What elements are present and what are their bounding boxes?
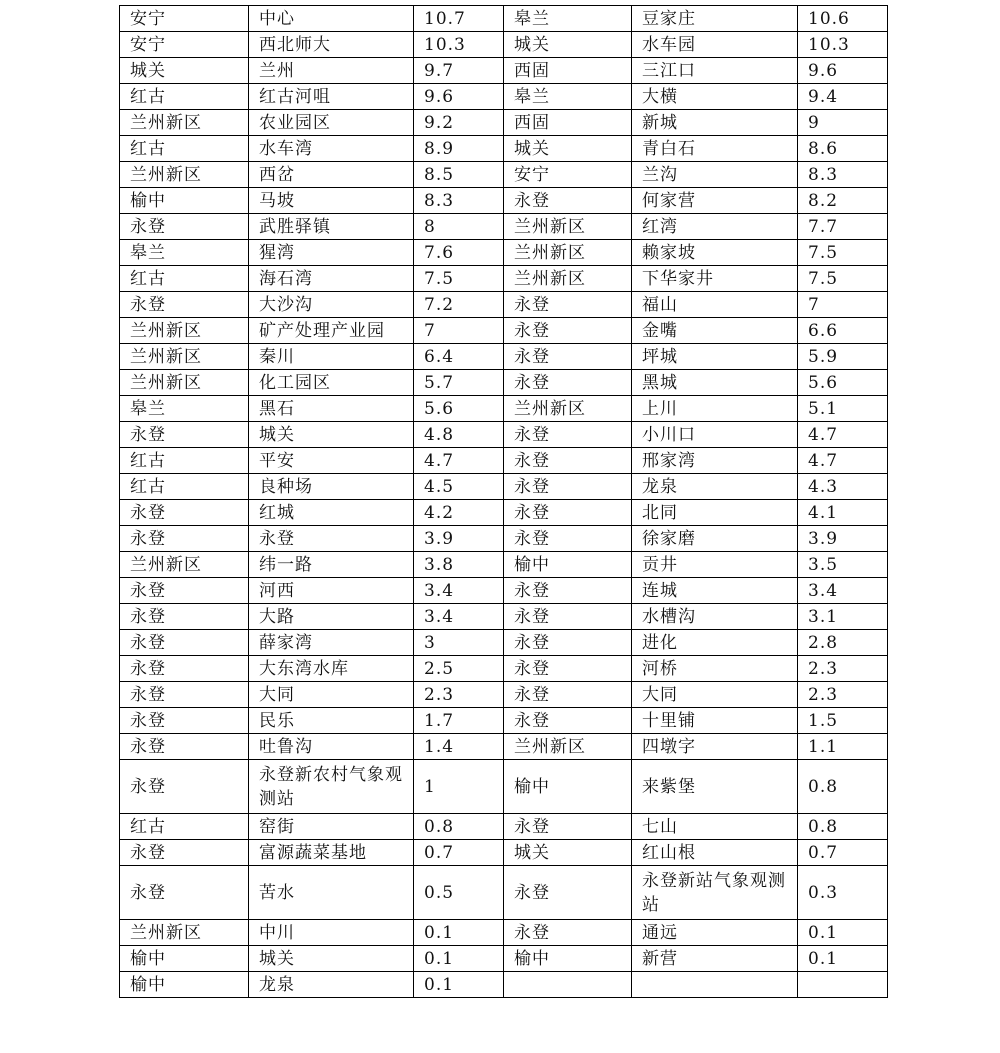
station-cell: 水车湾 <box>249 136 414 162</box>
station-cell: 大横 <box>632 84 798 110</box>
district-cell: 红古 <box>120 84 249 110</box>
station-cell: 进化 <box>632 630 798 656</box>
station-cell: 永登新站气象观测站 <box>632 866 798 920</box>
value-cell: 5.7 <box>414 370 504 396</box>
district-cell: 永登 <box>504 920 632 946</box>
district-cell: 永登 <box>120 708 249 734</box>
value-cell: 3.5 <box>798 552 888 578</box>
district-cell: 皋兰 <box>120 240 249 266</box>
station-cell: 徐家磨 <box>632 526 798 552</box>
value-cell: 8.2 <box>798 188 888 214</box>
value-cell: 6.6 <box>798 318 888 344</box>
value-cell: 8 <box>414 214 504 240</box>
station-cell: 富源蔬菜基地 <box>249 840 414 866</box>
station-cell: 武胜驿镇 <box>249 214 414 240</box>
table-row <box>120 474 888 500</box>
value-cell: 0.3 <box>798 866 888 920</box>
value-cell: 8.3 <box>798 162 888 188</box>
station-cell: 龙泉 <box>249 972 414 998</box>
value-cell: 10.7 <box>414 6 504 32</box>
table-row <box>120 344 888 370</box>
district-cell: 兰州新区 <box>120 552 249 578</box>
value-cell: 3.9 <box>414 526 504 552</box>
station-cell: 城关 <box>249 422 414 448</box>
table-row <box>120 84 888 110</box>
station-cell: 薛家湾 <box>249 630 414 656</box>
district-cell: 永登 <box>120 630 249 656</box>
district-cell: 西固 <box>504 110 632 136</box>
value-cell <box>798 972 888 998</box>
station-cell: 通远 <box>632 920 798 946</box>
station-cell: 苦水 <box>249 866 414 920</box>
station-cell: 龙泉 <box>632 474 798 500</box>
district-cell: 永登 <box>120 526 249 552</box>
station-cell: 青白石 <box>632 136 798 162</box>
district-cell: 永登 <box>504 630 632 656</box>
district-cell: 榆中 <box>504 760 632 814</box>
district-cell: 兰州新区 <box>504 266 632 292</box>
station-cell: 豆家庄 <box>632 6 798 32</box>
station-cell: 红古河咀 <box>249 84 414 110</box>
value-cell: 0.1 <box>798 946 888 972</box>
district-cell: 红古 <box>120 266 249 292</box>
station-cell: 新城 <box>632 110 798 136</box>
district-cell: 永登 <box>504 682 632 708</box>
table-row <box>120 318 888 344</box>
table-row <box>120 292 888 318</box>
value-cell: 4.7 <box>798 448 888 474</box>
table-row <box>120 6 888 32</box>
value-cell: 9.2 <box>414 110 504 136</box>
station-cell: 北同 <box>632 500 798 526</box>
district-cell: 永登 <box>120 682 249 708</box>
district-cell: 皋兰 <box>504 84 632 110</box>
station-cell: 河西 <box>249 578 414 604</box>
value-cell: 7.7 <box>798 214 888 240</box>
station-cell: 金嘴 <box>632 318 798 344</box>
district-cell: 安宁 <box>120 32 249 58</box>
district-cell: 红古 <box>120 474 249 500</box>
station-cell: 水槽沟 <box>632 604 798 630</box>
value-cell: 4.2 <box>414 500 504 526</box>
district-cell: 永登 <box>504 422 632 448</box>
district-cell: 榆中 <box>120 188 249 214</box>
table-row <box>120 370 888 396</box>
station-cell: 西岔 <box>249 162 414 188</box>
station-cell: 赖家坡 <box>632 240 798 266</box>
table-row <box>120 240 888 266</box>
value-cell: 0.8 <box>798 760 888 814</box>
value-cell: 7.5 <box>798 266 888 292</box>
district-cell: 红古 <box>120 814 249 840</box>
district-cell: 兰州新区 <box>120 920 249 946</box>
value-cell: 3.4 <box>414 578 504 604</box>
district-cell: 永登 <box>504 188 632 214</box>
district-cell: 永登 <box>504 344 632 370</box>
value-cell: 3.4 <box>798 578 888 604</box>
table-row <box>120 58 888 84</box>
station-cell: 水车园 <box>632 32 798 58</box>
station-cell: 连城 <box>632 578 798 604</box>
station-cell: 矿产处理产业园 <box>249 318 414 344</box>
station-cell: 永登 <box>249 526 414 552</box>
value-cell: 7 <box>798 292 888 318</box>
rainfall-table-body <box>120 6 888 998</box>
district-cell: 永登 <box>504 656 632 682</box>
district-cell: 永登 <box>120 604 249 630</box>
table-row <box>120 110 888 136</box>
table-row <box>120 972 888 998</box>
value-cell: 1.1 <box>798 734 888 760</box>
district-cell: 城关 <box>504 32 632 58</box>
station-cell: 兰州 <box>249 58 414 84</box>
value-cell: 9.7 <box>414 58 504 84</box>
value-cell: 5.6 <box>798 370 888 396</box>
district-cell: 永登 <box>504 604 632 630</box>
district-cell: 榆中 <box>120 972 249 998</box>
value-cell: 0.7 <box>414 840 504 866</box>
district-cell <box>504 972 632 998</box>
value-cell: 5.1 <box>798 396 888 422</box>
value-cell: 7 <box>414 318 504 344</box>
value-cell: 3.9 <box>798 526 888 552</box>
station-cell <box>632 972 798 998</box>
table-row <box>120 136 888 162</box>
district-cell: 永登 <box>120 840 249 866</box>
district-cell: 永登 <box>120 760 249 814</box>
station-cell: 窑街 <box>249 814 414 840</box>
value-cell: 8.3 <box>414 188 504 214</box>
table-row <box>120 32 888 58</box>
value-cell: 2.3 <box>414 682 504 708</box>
district-cell: 永登 <box>120 578 249 604</box>
value-cell: 7.2 <box>414 292 504 318</box>
value-cell: 2.3 <box>798 682 888 708</box>
district-cell: 永登 <box>504 578 632 604</box>
value-cell: 2.3 <box>798 656 888 682</box>
district-cell: 永登 <box>504 474 632 500</box>
station-cell: 马坡 <box>249 188 414 214</box>
station-cell: 贡井 <box>632 552 798 578</box>
district-cell: 永登 <box>120 500 249 526</box>
district-cell: 兰州新区 <box>120 370 249 396</box>
station-cell: 纬一路 <box>249 552 414 578</box>
value-cell: 0.1 <box>414 946 504 972</box>
value-cell: 3.1 <box>798 604 888 630</box>
station-cell: 大沙沟 <box>249 292 414 318</box>
table-row <box>120 526 888 552</box>
table-row <box>120 760 888 814</box>
district-cell: 红古 <box>120 448 249 474</box>
district-cell: 榆中 <box>504 552 632 578</box>
value-cell: 4.8 <box>414 422 504 448</box>
value-cell: 1 <box>414 760 504 814</box>
value-cell: 2.8 <box>798 630 888 656</box>
table-row <box>120 920 888 946</box>
district-cell: 安宁 <box>120 6 249 32</box>
district-cell: 永登 <box>504 448 632 474</box>
district-cell: 红古 <box>120 136 249 162</box>
station-cell: 河桥 <box>632 656 798 682</box>
station-cell: 坪城 <box>632 344 798 370</box>
value-cell: 2.5 <box>414 656 504 682</box>
value-cell: 7.5 <box>414 266 504 292</box>
district-cell: 永登 <box>120 292 249 318</box>
value-cell: 0.5 <box>414 866 504 920</box>
value-cell: 6.4 <box>414 344 504 370</box>
district-cell: 兰州新区 <box>120 344 249 370</box>
table-row <box>120 188 888 214</box>
district-cell: 兰州新区 <box>120 110 249 136</box>
station-cell: 猩湾 <box>249 240 414 266</box>
district-cell: 永登 <box>120 656 249 682</box>
station-cell: 邢家湾 <box>632 448 798 474</box>
district-cell: 永登 <box>504 292 632 318</box>
station-cell: 海石湾 <box>249 266 414 292</box>
value-cell: 7.5 <box>798 240 888 266</box>
district-cell: 榆中 <box>120 946 249 972</box>
station-cell: 民乐 <box>249 708 414 734</box>
value-cell: 8.6 <box>798 136 888 162</box>
value-cell: 0.8 <box>414 814 504 840</box>
district-cell: 兰州新区 <box>504 734 632 760</box>
district-cell: 永登 <box>504 318 632 344</box>
district-cell: 城关 <box>120 58 249 84</box>
table-row <box>120 682 888 708</box>
station-cell: 秦川 <box>249 344 414 370</box>
station-cell: 黑石 <box>249 396 414 422</box>
value-cell: 0.1 <box>414 920 504 946</box>
table-row <box>120 214 888 240</box>
value-cell: 3.8 <box>414 552 504 578</box>
value-cell: 0.1 <box>798 920 888 946</box>
table-row <box>120 266 888 292</box>
value-cell: 4.5 <box>414 474 504 500</box>
value-cell: 8.9 <box>414 136 504 162</box>
station-cell: 中心 <box>249 6 414 32</box>
table-row <box>120 734 888 760</box>
table-row <box>120 578 888 604</box>
table-row <box>120 604 888 630</box>
value-cell: 10.3 <box>798 32 888 58</box>
station-cell: 大路 <box>249 604 414 630</box>
station-cell: 大同 <box>632 682 798 708</box>
value-cell: 7.6 <box>414 240 504 266</box>
district-cell: 安宁 <box>504 162 632 188</box>
table-row <box>120 946 888 972</box>
station-cell: 小川口 <box>632 422 798 448</box>
value-cell: 5.6 <box>414 396 504 422</box>
district-cell: 永登 <box>504 526 632 552</box>
station-cell: 来紫堡 <box>632 760 798 814</box>
station-cell: 下华家井 <box>632 266 798 292</box>
station-cell: 兰沟 <box>632 162 798 188</box>
station-cell: 十里铺 <box>632 708 798 734</box>
table-row <box>120 396 888 422</box>
table-row <box>120 656 888 682</box>
value-cell: 3 <box>414 630 504 656</box>
station-cell: 新营 <box>632 946 798 972</box>
district-cell: 皋兰 <box>504 6 632 32</box>
district-cell: 永登 <box>504 370 632 396</box>
value-cell: 0.8 <box>798 814 888 840</box>
station-cell: 农业园区 <box>249 110 414 136</box>
station-cell: 吐鲁沟 <box>249 734 414 760</box>
value-cell: 9.6 <box>414 84 504 110</box>
table-row <box>120 500 888 526</box>
district-cell: 皋兰 <box>120 396 249 422</box>
station-cell: 红城 <box>249 500 414 526</box>
district-cell: 永登 <box>120 734 249 760</box>
district-cell: 城关 <box>504 840 632 866</box>
district-cell: 兰州新区 <box>504 396 632 422</box>
district-cell: 榆中 <box>504 946 632 972</box>
table-row <box>120 552 888 578</box>
table-row <box>120 814 888 840</box>
station-cell: 平安 <box>249 448 414 474</box>
district-cell: 兰州新区 <box>504 240 632 266</box>
value-cell: 3.4 <box>414 604 504 630</box>
value-cell: 0.7 <box>798 840 888 866</box>
station-cell: 西北师大 <box>249 32 414 58</box>
district-cell: 城关 <box>504 136 632 162</box>
station-cell: 中川 <box>249 920 414 946</box>
district-cell: 兰州新区 <box>120 162 249 188</box>
table-row <box>120 630 888 656</box>
table-row <box>120 708 888 734</box>
station-cell: 大同 <box>249 682 414 708</box>
value-cell: 9 <box>798 110 888 136</box>
district-cell: 永登 <box>504 814 632 840</box>
table-row <box>120 866 888 920</box>
value-cell: 10.6 <box>798 6 888 32</box>
table-row <box>120 840 888 866</box>
station-cell: 上川 <box>632 396 798 422</box>
rainfall-table <box>119 5 888 998</box>
district-cell: 永登 <box>504 500 632 526</box>
value-cell: 9.4 <box>798 84 888 110</box>
value-cell: 4.7 <box>798 422 888 448</box>
station-cell: 三江口 <box>632 58 798 84</box>
station-cell: 福山 <box>632 292 798 318</box>
table-row <box>120 162 888 188</box>
station-cell: 黑城 <box>632 370 798 396</box>
value-cell: 1.7 <box>414 708 504 734</box>
district-cell: 永登 <box>120 214 249 240</box>
value-cell: 4.7 <box>414 448 504 474</box>
value-cell: 9.6 <box>798 58 888 84</box>
district-cell: 永登 <box>120 422 249 448</box>
district-cell: 西固 <box>504 58 632 84</box>
value-cell: 0.1 <box>414 972 504 998</box>
value-cell: 1.5 <box>798 708 888 734</box>
value-cell: 1.4 <box>414 734 504 760</box>
station-cell: 红湾 <box>632 214 798 240</box>
station-cell: 何家营 <box>632 188 798 214</box>
district-cell: 永登 <box>504 708 632 734</box>
table-row <box>120 422 888 448</box>
value-cell: 4.3 <box>798 474 888 500</box>
table-row <box>120 448 888 474</box>
value-cell: 8.5 <box>414 162 504 188</box>
station-cell: 永登新农村气象观测站 <box>249 760 414 814</box>
value-cell: 4.1 <box>798 500 888 526</box>
station-cell: 城关 <box>249 946 414 972</box>
station-cell: 良种场 <box>249 474 414 500</box>
district-cell: 永登 <box>120 866 249 920</box>
district-cell: 兰州新区 <box>504 214 632 240</box>
district-cell: 兰州新区 <box>120 318 249 344</box>
station-cell: 大东湾水库 <box>249 656 414 682</box>
value-cell: 5.9 <box>798 344 888 370</box>
station-cell: 红山根 <box>632 840 798 866</box>
value-cell: 10.3 <box>414 32 504 58</box>
station-cell: 四墩字 <box>632 734 798 760</box>
station-cell: 化工园区 <box>249 370 414 396</box>
station-cell: 七山 <box>632 814 798 840</box>
district-cell: 永登 <box>504 866 632 920</box>
